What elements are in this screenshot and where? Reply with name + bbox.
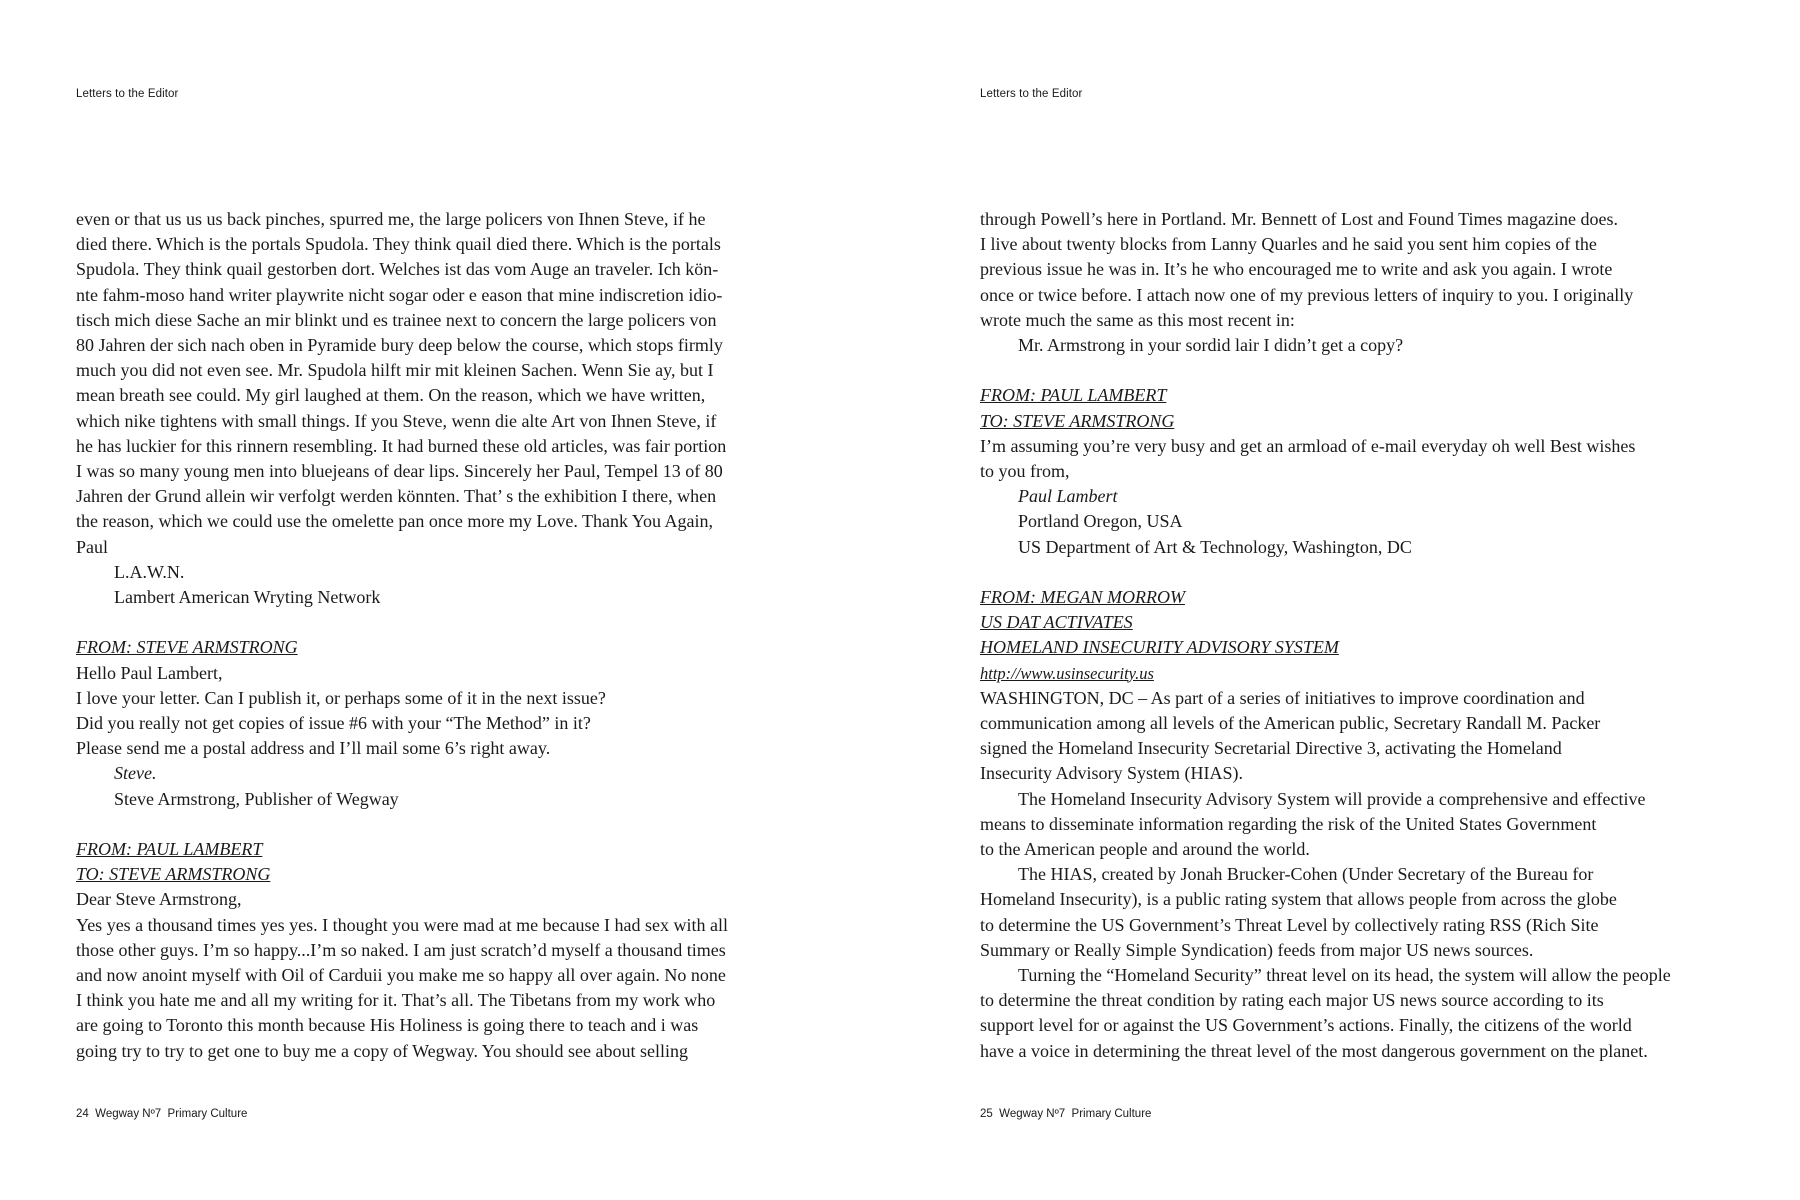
running-head: Letters to the Editor bbox=[76, 88, 179, 100]
text-line: means to disseminate information regarding the risk of the United States Government bbox=[980, 813, 1597, 834]
text-line: WASHINGTON, DC – As part of a series of initiatives to improve coordination and bbox=[980, 687, 1585, 708]
left-text-block bbox=[76, 207, 824, 1064]
text-line: Dear Steve Armstrong, bbox=[76, 889, 242, 910]
text-line: wrote much the same as this most recent in: bbox=[980, 309, 1295, 330]
text-line: to you from, bbox=[980, 461, 1070, 482]
text-line: Insecurity Advisory System (HIAS). bbox=[980, 763, 1243, 784]
text-line: Paul bbox=[76, 536, 109, 557]
letter-continuation-paragraph bbox=[76, 207, 824, 610]
text-line: he has luckier for this rinnern resembling. It had burned these old articles, was fair portion bbox=[76, 435, 727, 456]
text-line: communication among all levels of the American public, Secretary Randall M. Packer bbox=[980, 713, 1601, 734]
right-text-block bbox=[980, 207, 1738, 1064]
signature-line: Steve. bbox=[114, 763, 157, 784]
text-line: I was so many young men into bluejeans of dear lips. Sincerely her Paul, Tempel 13 of 80 bbox=[76, 461, 723, 482]
text-line: 80 Jahren der sich nach oben in Pyramide bury deep below the course, which stops firmly bbox=[76, 335, 723, 356]
text-line: Homeland Insecurity), is a public rating system that allows people from across the globe bbox=[980, 889, 1617, 910]
text-line: I love your letter. Can I publish it, or perhaps some of it in the next issue? bbox=[76, 687, 606, 708]
page-footer: 25 Wegway Nº7 Primary Culture bbox=[980, 1108, 1152, 1120]
letter-heading: FROM: MEGAN MORROW bbox=[980, 587, 1185, 608]
text-line: Did you really not get copies of issue #6 with your “The Method” in it? bbox=[76, 713, 591, 734]
spacer bbox=[76, 812, 824, 837]
text-line: once or twice before. I attach now one of my previous letters of inquiry to you. I originally bbox=[980, 284, 1634, 305]
text-line: died there. Which is the portals Spudola. They think quail died there. Which is the portals bbox=[76, 234, 721, 255]
signature-line: Lambert American Wryting Network bbox=[114, 587, 381, 608]
text-line: to determine the US Government’s Threat Level by collectively rating RSS (Rich Site bbox=[980, 914, 1599, 935]
signature-line: L.A.W.N. bbox=[114, 561, 185, 582]
letter-heading: HOMELAND INSECURITY ADVISORY SYSTEM bbox=[980, 637, 1339, 658]
text-line: previous issue he was in. It’s he who encouraged me to write and ask you again. I wrote bbox=[980, 259, 1613, 280]
letter-heading: FROM: STEVE ARMSTRONG bbox=[76, 637, 298, 658]
letter-from-paul-2 bbox=[980, 383, 1738, 559]
text-line: signed the Homeland Insecurity Secretarial Directive 3, activating the Homeland bbox=[980, 738, 1562, 759]
text-line: The HIAS, created by Jonah Brucker-Cohen (Under Secretary of the Bureau for bbox=[1018, 864, 1594, 885]
text-line: the reason, which we could use the omelette pan once more my Love. Thank You Again, bbox=[76, 511, 714, 532]
text-line: and now anoint myself with Oil of Carduii you make me so happy all over again. No none bbox=[76, 965, 726, 986]
spacer bbox=[980, 358, 1738, 383]
text-line: Yes yes a thousand times yes yes. I thought you were mad at me because I had sex with all bbox=[76, 914, 729, 935]
running-head: Letters to the Editor bbox=[980, 88, 1083, 100]
letter-from-paul bbox=[76, 837, 824, 1064]
text-line: Jahren der Grund allein wir verfolgt werden könnten. That’ s the exhibition I there, when bbox=[76, 486, 717, 507]
text-line: Turning the “Homeland Security” threat level on its head, the system will allow the people bbox=[1018, 965, 1671, 986]
text-line: Spudola. They think quail gestorben dort. Welches ist das vom Auge an traveler. Ich kön- bbox=[76, 259, 719, 280]
text-line: even or that us us us back pinches, spurred me, the large policers von Ihnen Steve, if he bbox=[76, 209, 706, 229]
letter-heading: US DAT ACTIVATES bbox=[980, 612, 1133, 633]
text-line: Mr. Armstrong in your sordid lair I didn’t get a copy? bbox=[1018, 335, 1404, 356]
text-line: support level for or against the US Government’s actions. Finally, the citizens of the world bbox=[980, 1015, 1632, 1036]
text-line: I live about twenty blocks from Lanny Quarles and he said you sent him copies of the bbox=[980, 234, 1597, 255]
letter-heading: TO: STEVE ARMSTRONG bbox=[76, 864, 271, 885]
letter-heading: FROM: PAUL LAMBERT bbox=[76, 839, 263, 860]
page-footer: 24 Wegway Nº7 Primary Culture bbox=[76, 1108, 248, 1120]
text-line: mean breath see could. My girl laughed at them. On the reason, which we have written, bbox=[76, 385, 706, 406]
spacer bbox=[76, 610, 824, 635]
text-line: I think you hate me and all my writing for it. That’s all. The Tibetans from my work who bbox=[76, 990, 716, 1011]
text-line: through Powell’s here in Portland. Mr. Bennett of Lost and Found Times magazine does. bbox=[980, 209, 1618, 229]
right-page bbox=[900, 0, 1800, 1200]
text-line: Summary or Really Simple Syndication) feeds from major US news sources. bbox=[980, 939, 1534, 960]
text-line: The Homeland Insecurity Advisory System will provide a comprehensive and effective bbox=[1018, 788, 1646, 809]
signature-line: Portland Oregon, USA bbox=[1018, 511, 1183, 532]
spacer bbox=[980, 560, 1738, 585]
text-line: tisch mich diese Sache an mir blinkt und es trainee next to concern the large policers von bbox=[76, 309, 717, 330]
text-line: nte fahm-moso hand writer playwrite nicht sogar oder e eason that mine indiscretion idio- bbox=[76, 284, 723, 305]
website-link[interactable]: http://www.usinsecurity.us bbox=[980, 663, 1154, 683]
letter-heading: FROM: PAUL LAMBERT bbox=[980, 385, 1167, 406]
text-line: to determine the threat condition by rating each major US news source according to its bbox=[980, 990, 1604, 1011]
text-line: to the American people and around the world. bbox=[980, 839, 1310, 860]
text-line: I’m assuming you’re very busy and get an armload of e-mail everyday oh well Best wishes bbox=[980, 435, 1636, 456]
text-line: are going to Toronto this month because His Holiness is going there to teach and i was bbox=[76, 1015, 699, 1036]
signature-line: Steve Armstrong, Publisher of Wegway bbox=[114, 788, 399, 809]
letter-from-megan bbox=[980, 585, 1738, 1064]
text-line: have a voice in determining the threat level of the most dangerous government on the planet. bbox=[980, 1040, 1648, 1061]
letter-heading: TO: STEVE ARMSTRONG bbox=[980, 410, 1175, 431]
text-line: those other guys. I’m so happy...I’m so naked. I am just scratch’d myself a thousand times bbox=[76, 939, 726, 960]
signature-line: US Department of Art & Technology, Washington, DC bbox=[1018, 536, 1412, 557]
text-line: much you did not even see. Mr. Spudola hilft mir mit kleinen Sachen. Wenn Sie ay, but I bbox=[76, 360, 714, 381]
signature-line: Paul Lambert bbox=[1018, 486, 1118, 507]
text-line: going try to try to get one to buy me a copy of Wegway. You should see about selling bbox=[76, 1040, 688, 1061]
text-line: Please send me a postal address and I’ll mail some 6’s right away. bbox=[76, 738, 551, 759]
letter-from-steve bbox=[76, 635, 824, 811]
text-line: Hello Paul Lambert, bbox=[76, 662, 223, 683]
text-line: which nike tightens with small things. If you Steve, wenn die alte Art von Ihnen Steve, if bbox=[76, 410, 717, 431]
letter-continuation-paragraph bbox=[980, 207, 1738, 358]
